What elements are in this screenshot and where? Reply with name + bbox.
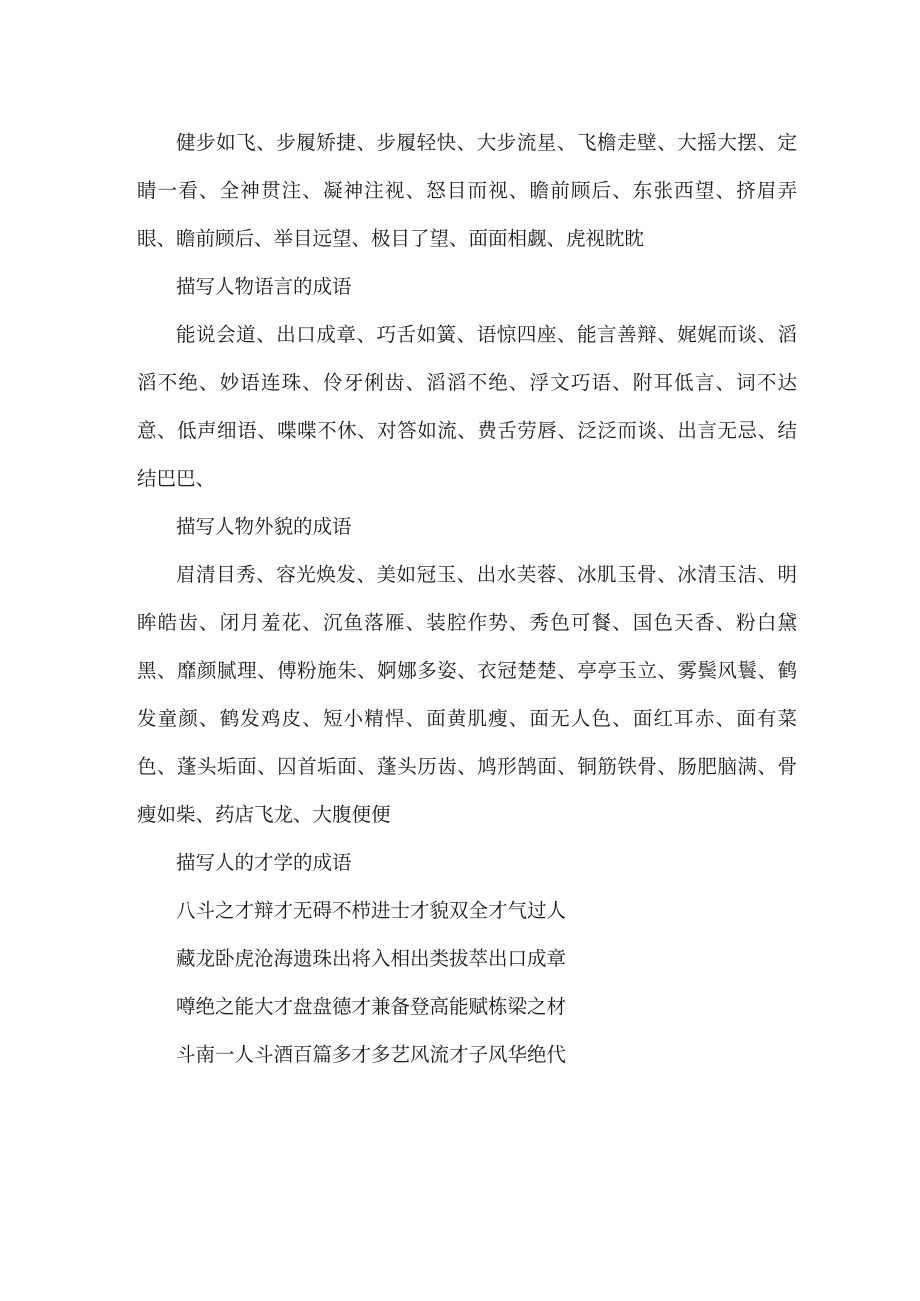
talent-idioms-line-3: 噂绝之能大才盘盘德才兼备登高能赋栋梁之材 bbox=[176, 995, 567, 1018]
talent-idioms-line-1: 八斗之才辩才无碍不栉进士才貌双全才气过人 bbox=[176, 899, 567, 922]
paragraph-appearance-idioms: 眉清目秀、容光焕发、美如冠玉、出水芙蓉、冰肌玉骨、冰清玉洁、明眸皓齿、闭月羞花、沉鱼落雁、装腔作势、秀色可餐、国色天香、粉白黛黑、靡颜腻理、傅粉施朱、婀娜多姿、衣冠楚楚、亭亭玉立、雾鬓风鬟、鹤发童颜、鹤发鸡皮、短小精悍、面黄肌瘦、面无人色、面红耳赤、面有菜色、蓬头垢面、囚首垢面、蓬头历齿、鸠形鹄面、铜筋铁骨、肠肥脑满、骨瘦如柴、药店飞龙、大腹便便 bbox=[137, 563, 797, 826]
talent-idioms-line-4: 斗南一人斗酒百篇多才多艺风流才子风华绝代 bbox=[176, 1043, 567, 1066]
paragraph-speech-idioms: 能说会道、出口成章、巧舌如簧、语惊四座、能言善辩、娓娓而谈、滔滔不绝、妙语连珠、伶牙俐齿、滔滔不绝、浮文巧语、附耳低言、词不达意、低声细语、喋喋不休、对答如流、费舌劳唇、泛泛而谈、出言无忌、结结巴巴、 bbox=[137, 323, 797, 490]
paragraph-movement-gaze-idioms: 健步如飞、步履矫捷、步履轻快、大步流星、飞檐走壁、大摇大摆、定睛一看、全神贯注、凝神注视、怒目而视、瞻前顾后、东张西望、挤眉弄眼、瞻前顾后、举目远望、极目了望、面面相觑、虎视眈眈 bbox=[137, 131, 797, 250]
heading-talent-idioms: 描写人的才学的成语 bbox=[176, 851, 352, 874]
heading-speech-idioms: 描写人物语言的成语 bbox=[176, 275, 352, 298]
talent-idioms-line-2: 藏龙卧虎沧海遗珠出将入相出类拔萃出口成章 bbox=[176, 947, 567, 970]
heading-appearance-idioms: 描写人物外貌的成语 bbox=[176, 515, 352, 538]
document-body bbox=[137, 119, 797, 1079]
